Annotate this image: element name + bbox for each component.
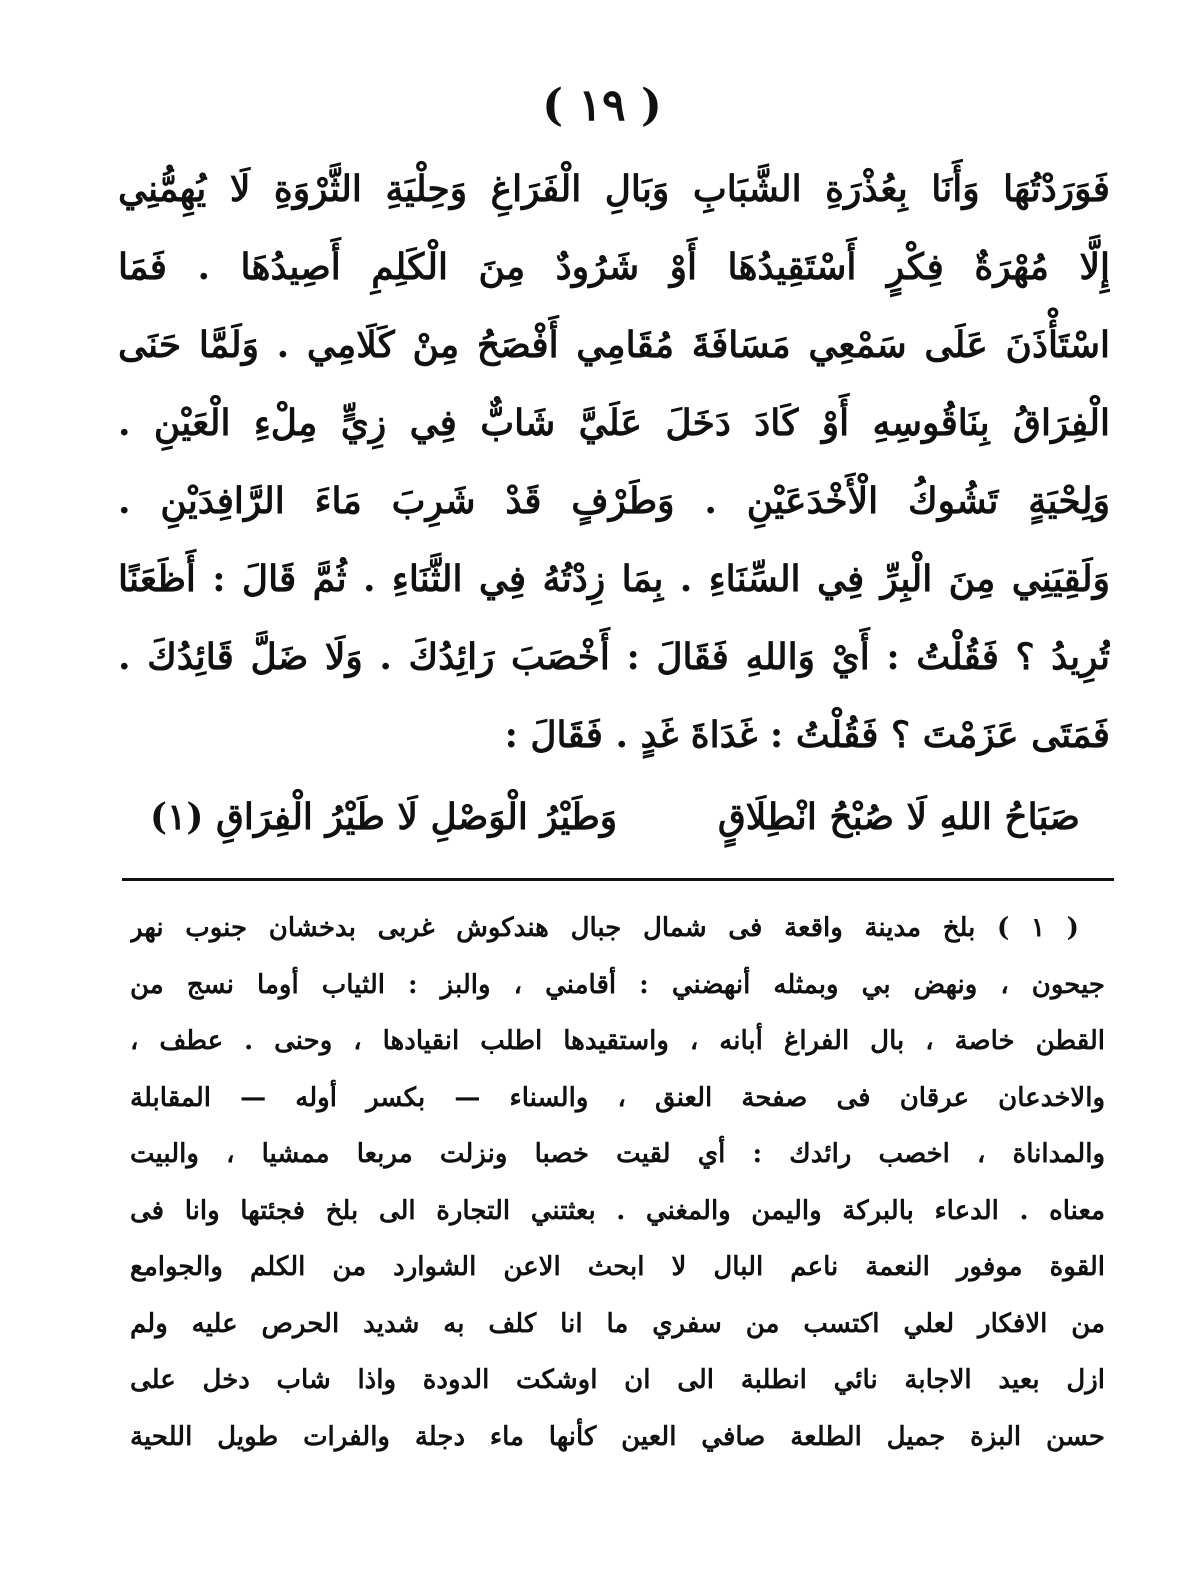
main-text-line: فَمَتَى عَزَمْتَ ؟ فَقُلْتُ : غَدَاةَ غَدٍ . فَقَالَ : <box>504 714 1110 756</box>
poetry-verse <box>150 782 1080 852</box>
footnote-line: القطن خاصة ، بال الفراغ أبانه ، واستقيدها اطلب انقيادها ، وحنى . عطف ، <box>130 1026 1105 1056</box>
footnote-divider <box>122 878 1114 881</box>
verse-first-hemistich: صَبَاحُ اللهِ لَا صُبْحُ انْطِلَاقٍ <box>717 796 1080 838</box>
page-number: ( ١٩ ) <box>542 80 662 131</box>
verse-second-hemistich: وَطَيْرُ الْوَصْلِ لَا طَيْرُ الْفِرَاقِ (١) <box>150 796 618 838</box>
footnote-line: ازل بعيد الاجابة نائي انطلبة الى ان اوشكت الدودة واذا شاب دخل على <box>130 1365 1105 1395</box>
footnote-line: حسن البزة جميل الطلعة صافي العين كأنها ماء دجلة والفرات طويل اللحية <box>130 1421 1105 1452</box>
main-text-line: الْفِرَاقُ بِنَاقُوسِهِ أَوْ كَادَ دَخَلَ عَلَيَّ شَابٌّ فِي زِيٍّ مِلْءِ الْعَيْنِ . <box>118 402 1110 444</box>
main-text-line: وَلِحْيَةٍ تَشُوكُ الْأَخْدَعَيْنِ . وَطَرْفٍ قَدْ شَرِبَ مَاءَ الرَّافِدَيْنِ . <box>118 480 1110 522</box>
main-text-line: فَوَرَدْتُهَا وَأَنَا بِعُذْرَةِ الشَّبَابِ وَبَالِ الْفَرَاغِ وَحِلْيَةِ الثَّرْوَةِ لَا يُهِمُّنِي <box>118 168 1110 210</box>
main-text-line: تُرِيدُ ؟ فَقُلْتُ : أَيْ وَاللهِ فَقَالَ : أَخْصَبَ رَائِدُكَ . وَلَا ضَلَّ قَائِدُكَ . <box>118 636 1110 678</box>
main-text-line: وَلَقِيَنِي مِنَ الْبِرِّ فِي السِّنَاءِ . بِمَا زِدْتُهُ فِي الثَّنَاءِ . ثُمَّ قَالَ : أَظَعَنًا <box>118 558 1110 600</box>
footnote-line: القوة موفور النعمة ناعم البال لا ابحث الاعن الشوارد من الكلم والجوامع <box>130 1252 1105 1282</box>
footnote-line: والاخدعان عرقان فى صفحة العنق ، والسناء — بكسر أوله — المقابلة <box>130 1082 1105 1113</box>
main-text-line: إِلَّا مُهْرَةٌ فِكْرٍ أَسْتَقِيدُهَا أَوْ شَرُودٌ مِنَ الْكَلِمِ أَصِيدُهَا . فَمَا <box>118 246 1110 288</box>
footnote-line: والمداناة ، اخصب رائدك : أي لقيت خصبا ونزلت مربعا ممشيا ، والبيت <box>130 1139 1105 1169</box>
footnotes-block <box>130 900 1105 1465</box>
main-text-block <box>118 150 1110 774</box>
footnote-line: من الافكار لعلي اكتسب من سفري ما انا كلف به شديد الحرص عليه ولم <box>130 1308 1105 1339</box>
footnote-line: ( ١ ) بلخ مدينة واقعة فى شمال جبال هندكوش غربى بدخشان جنوب نهر <box>130 913 1079 943</box>
main-text-line: اسْتَأْذَنَ عَلَى سَمْعِي مَسَافَةَ مُقَامِي أَفْصَحُ مِنْ كَلَامِي . وَلَمَّا حَنَى <box>118 324 1110 366</box>
footnote-line: جيحون ، ونهض بي وبمثله أنهضني : أقامني ، والبز : الثياب أوما نسج من <box>130 969 1105 1000</box>
footnote-line: معناه . الدعاء بالبركة واليمن والمغني . بعثتني التجارة الى بلخ فجئتها وانا فى <box>130 1195 1105 1226</box>
